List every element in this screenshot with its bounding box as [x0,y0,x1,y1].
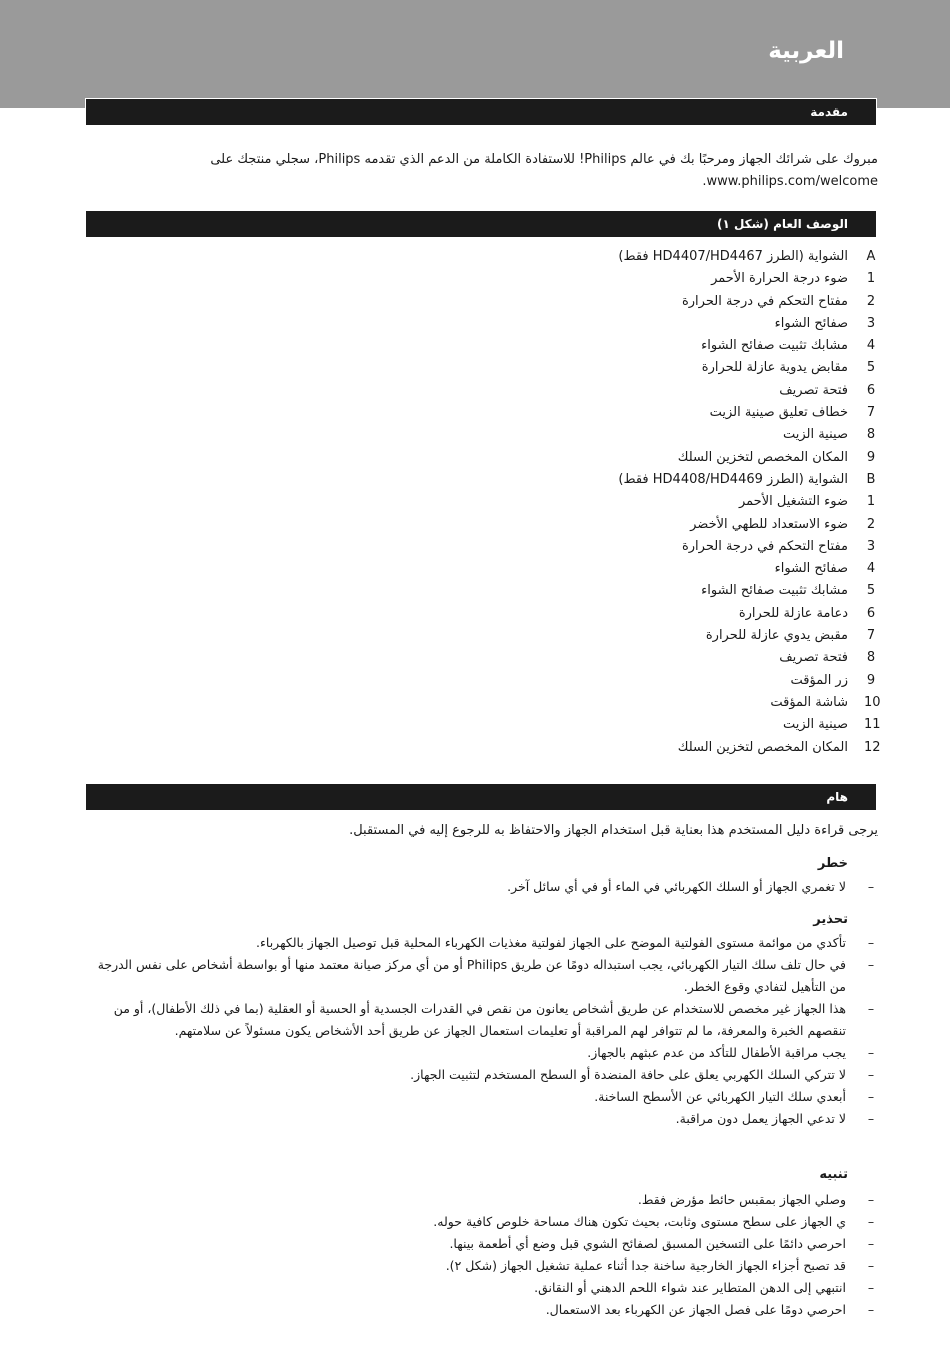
item-text: دعامة عازلة للحرارة [738,605,848,621]
list-item [96,1042,878,1064]
dash-bullet-icon: – [867,1258,875,1273]
language-header-bar [0,0,950,108]
item-text: صفائح الشواء [774,315,848,331]
intro-paragraph: مبروك على شرائك الجهاز ومرحبًا بك في عالم Philips! للاستفادة الكاملة من الدعم الذي تقدمه Philips، سجلي منتجك على www.philips.com/welcome. [210,152,878,189]
item-text: شاشة المؤقت [770,694,848,710]
item-text: خطاف تعليق صينية الزيت [709,405,848,421]
list-item [400,647,878,669]
item-text: هذا الجهاز غير مخصص للاستخدام عن طريق أشخاص يعانون من نقص في القدرات الجسدية أو الحسية أو العقلية (بما في ذلك الأطفال)، أو من تنقصهم الخبرة والمعرفة، ما لم تتوافر لهم المراقبة أو تعليمات استعمال الجهاز عن طريق أحد الأشخاص يكون مسئولاً عن سلامتهم. [113,1001,846,1038]
dash-bullet-icon: – [867,957,875,972]
item-number: A [866,249,876,264]
item-text: ي الجهاز على سطح مستوى وثابت، بحيث تكون هناك مساحة خلوص كافية حوله. [433,1214,846,1229]
item-text: احرصي دائمًا على التسخين المسبق لصفائح الشوي قبل وضع أي أطعمة بينها. [449,1236,846,1251]
list-item [400,447,878,469]
list-item [400,357,878,379]
item-text: أبعدي سلك التيار الكهربائي عن الأسطح الساخنة. [594,1089,846,1104]
item-number: 4 [866,338,876,354]
dash-bullet-icon: – [867,1045,875,1060]
caution-heading: تنبيه [819,1167,848,1182]
item-number: B [866,471,876,487]
list-item [400,380,878,402]
list-item [400,580,878,602]
item-number: 1 [866,494,876,510]
item-number: 6 [866,605,876,621]
list-item [96,1064,878,1086]
item-number: 10 [864,694,881,710]
item-number: 9 [866,449,876,465]
item-text: الشواية (الطرز HD4408/HD4469 فقط) [618,471,848,487]
item-text: ضوء الاستعداد للطهي الأخضر [690,516,848,532]
item-text: مقابض يدوية عازلة للحرارة [701,360,848,376]
list-item [96,1255,878,1277]
warning-heading: تحذير [813,912,848,927]
list-item [400,402,878,424]
item-number: 3 [866,538,876,554]
dash-bullet-icon: – [867,1001,875,1016]
list-item [96,876,878,898]
item-text: مقبض يدوي عازلة للحرارة [705,628,848,644]
list-item [400,491,878,513]
item-number: 6 [866,382,876,398]
item-text: مشابك تثبيت صفائح الشواء [701,338,848,354]
item-number: 5 [866,583,876,599]
list-item [96,1086,878,1108]
parts-list [400,246,881,759]
list-item [400,737,881,759]
item-text: انتبهي إلى الدهن المتطاير عند شواء اللحم الدهني أو النقانق. [534,1280,846,1295]
item-text: زر المؤقت [790,672,848,688]
list-item [400,558,878,580]
dash-bullet-icon: – [867,1192,875,1207]
section-title-general-description: الوصف العام (شكل ١) [86,211,876,237]
item-text: لا تغمري الجهاز أو السلك الكهربائي في الماء أو في أي سائل آخر. [507,879,846,894]
list-item [400,268,878,290]
item-text: صينية الزيت [782,427,848,443]
list-item [96,1108,878,1130]
list-item [96,998,878,1042]
section-title-important: هام [86,784,876,810]
item-text: ضوء التشغيل الأحمر [738,494,848,510]
item-number: 12 [864,739,881,755]
list-item [400,313,878,335]
item-text: مشابك تثبيت صفائح الشواء [701,583,848,599]
item-number: 11 [864,717,881,733]
list-item [400,246,878,268]
dash-bullet-icon: – [867,1089,875,1104]
important-intro: يرجى قراءة دليل المستخدم هذا بعناية قبل استخدام الجهاز والاحتفاظ به للرجوع إليه في المستقبل. [349,823,878,838]
list-item [96,932,878,954]
dash-bullet-icon: – [867,1302,875,1317]
list-item [96,1189,878,1211]
item-text: احرصي دومًا على فصل الجهاز عن الكهرباء بعد الاستعمال. [545,1302,846,1317]
dash-bullet-icon: – [867,935,875,950]
list-item [400,469,878,491]
danger-list [96,876,878,898]
list-item [96,954,878,998]
item-text: وصلي الجهاز بمقبس حائط مؤرض فقط. [637,1192,846,1207]
dash-bullet-icon: – [867,1280,875,1295]
danger-heading: خطر [817,856,848,871]
item-number: 1 [866,271,876,287]
item-number: 7 [866,405,876,421]
item-text: في حال تلف سلك التيار الكهربائي، يجب استبداله دومًا عن طريق Philips أو من أي مركز صيانة معتمد منها أو بواسطة أشخاص على نفس الدرجة من التأهيل لتفادي وقوع الخطر. [97,957,846,994]
item-text: مفتاح التحكم في درجة الحرارة [681,293,848,309]
dash-bullet-icon: – [867,1067,875,1082]
list-item [400,670,878,692]
item-text: المكان المخصص لتخزين السلك [677,739,848,755]
item-text: صينية الزيت [782,717,848,733]
dash-bullet-icon: – [867,879,875,894]
item-number: 4 [866,561,876,577]
section-title-intro: مقدمة [86,99,876,125]
dash-bullet-icon: – [867,1236,875,1251]
item-number: 9 [866,672,876,688]
item-text: لا تدعي الجهاز يعمل دون مراقبة. [675,1111,846,1126]
item-text: الشواية (الطرز HD4407/HD4467 فقط) [618,249,848,264]
list-item [96,1299,878,1321]
item-number: 7 [866,628,876,644]
list-item [400,536,878,558]
item-text: لا تتركي السلك الكهربي يعلق على حافة المنضدة أو السطح المستخدم لتثبيت الجهاز. [410,1067,846,1082]
list-item [400,291,878,313]
item-text: قد تصبح أجزاء الجهاز الخارجية ساخنة جدا أثناء عملية تشغيل الجهاز (شكل ٢). [445,1258,846,1273]
list-item [96,1233,878,1255]
list-item [400,625,878,647]
list-item [96,1211,878,1233]
list-item [96,1277,878,1299]
item-number: 5 [866,360,876,376]
language-title: العربية [768,38,844,64]
item-text: ضوء درجة الحرارة الأحمر [711,271,848,287]
list-item [400,603,878,625]
item-text: تأكدي من موائمة مستوى الفولتية الموضح على الجهاز لفولتية مغذيات الكهرباء المحلية قبل توصيل الجهاز بالكهرباء. [256,935,846,950]
item-number: 3 [866,315,876,331]
list-item [400,335,878,357]
item-text: يجب مراقبة الأطفال للتأكد من عدم عبثهم بالجهاز. [587,1045,846,1060]
dash-bullet-icon: – [867,1214,875,1229]
caution-list [96,1189,878,1321]
list-item [400,514,878,536]
list-item [400,424,878,446]
item-number: 2 [866,293,876,309]
item-text: صفائح الشواء [774,561,848,577]
item-text: فتحة تصريف [779,650,848,666]
item-text: المكان المخصص لتخزين السلك [677,449,848,465]
item-number: 8 [866,427,876,443]
item-number: 2 [866,516,876,532]
list-item [400,692,881,714]
item-number: 8 [866,650,876,666]
list-item [400,714,881,736]
warning-list [96,932,878,1130]
dash-bullet-icon: – [867,1111,875,1126]
item-text: فتحة تصريف [779,382,848,398]
item-text: مفتاح التحكم في درجة الحرارة [681,538,848,554]
